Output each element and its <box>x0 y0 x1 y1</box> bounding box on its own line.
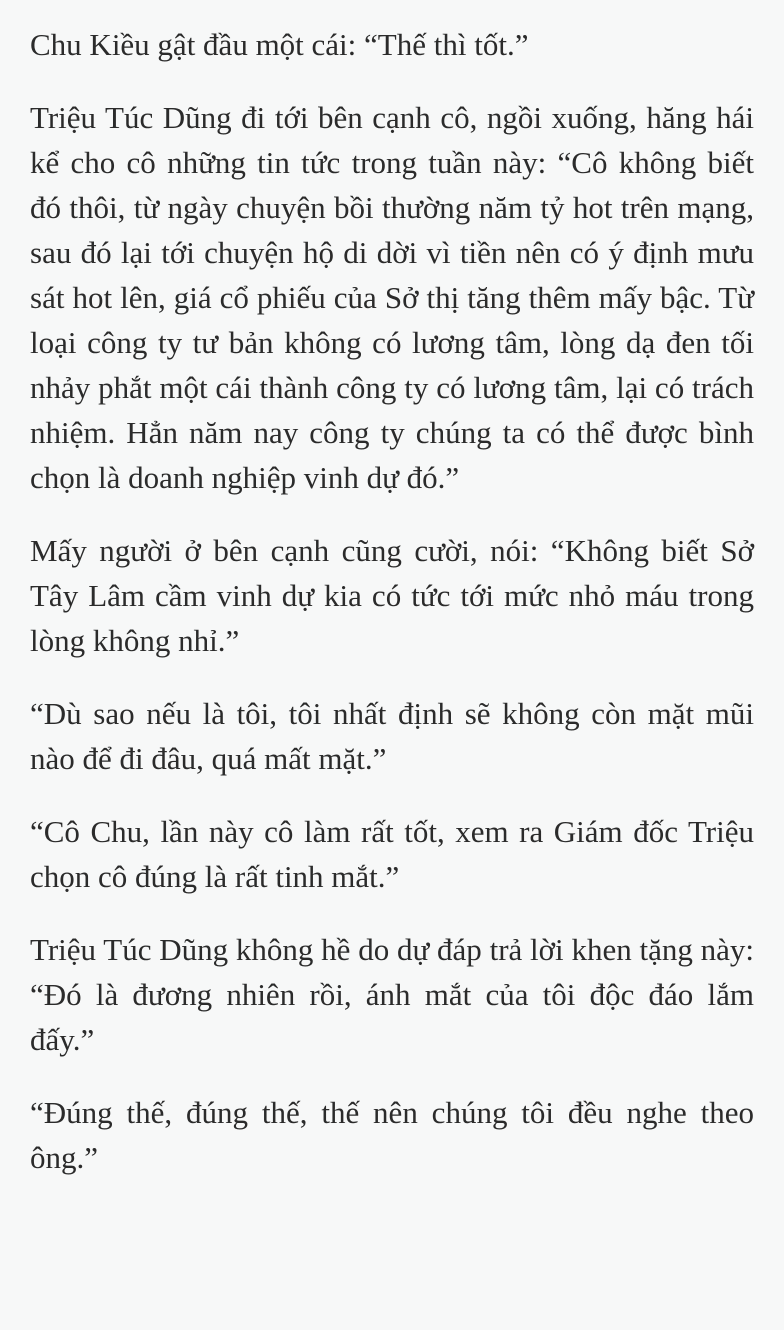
paragraph-6: Triệu Túc Dũng không hề do dự đáp trả lời khen tặng này: “Đó là đương nhiên rồi, ánh mắt của tôi độc đáo lắm đấy.” <box>30 932 754 1057</box>
paragraph-2: Triệu Túc Dũng đi tới bên cạnh cô, ngồi xuống, hăng hái kể cho cô những tin tức trong tuần này: “Cô không biết đó thôi, từ ngày chuyện bồi thường năm tỷ hot trên mạng, sau đó lại tới chuyện hộ di dời vì tiền nên có ý định mưu sát hot lên, giá cổ phiếu của Sở thị tăng thêm mấy bậc. Từ loại công ty tư bản không có lương tâm, lòng dạ đen tối nhảy phắt một cái thành công ty có lương tâm, lại có trách nhiệm. Hẳn năm nay công ty chúng ta có thể được bình chọn là doanh nghiệp vinh dự đó.” <box>30 100 754 495</box>
paragraph-5: “Cô Chu, lần này cô làm rất tốt, xem ra Giám đốc Triệu chọn cô đúng là rất tinh mắt.” <box>30 814 754 894</box>
paragraph-4: “Dù sao nếu là tôi, tôi nhất định sẽ không còn mặt mũi nào để đi đâu, quá mất mặt.” <box>30 696 754 776</box>
paragraph-3: Mấy người ở bên cạnh cũng cười, nói: “Không biết Sở Tây Lâm cầm vinh dự kia có tức tới mức nhỏ máu trong lòng không nhỉ.” <box>30 533 754 658</box>
paragraph-1: Chu Kiều gật đầu một cái: “Thế thì tốt.” <box>30 27 529 62</box>
paragraph-7: “Đúng thế, đúng thế, thế nên chúng tôi đều nghe theo ông.” <box>30 1095 754 1175</box>
